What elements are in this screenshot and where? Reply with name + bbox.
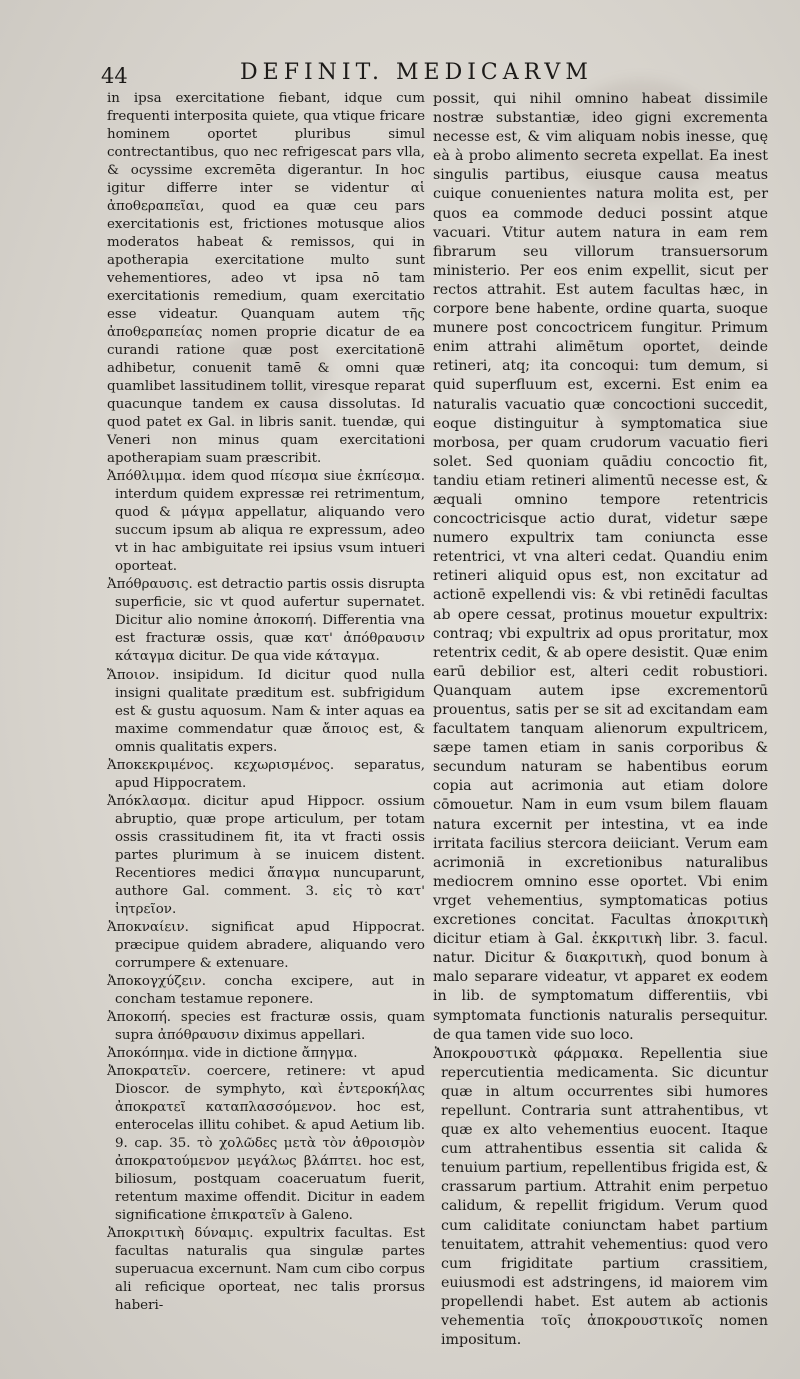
running-title: DEFINIT. MEDICARVM (240, 60, 593, 85)
dictionary-entry: Ἀποκόπημα. vide in dictione ἄπηγμα. (107, 1045, 358, 1061)
paragraph: in ipsa exercitatione fiebant, idque cum frequenti interposita quiete, qua vtique fricare hominem oportet pluribus simul contrectantibus, quo nec refrigescat pars vlla, & ocyssime excremēta digerantur. In hoc igitur differre inter se videntur αἱ ἀποθεραπεῖαι, quod ea quæ ceu pars exercitationis est, frictiones motusque alios moderatos habeat & remissos, qui in apotherapia exercitatione multo sunt vehementiores, adeo vt ipsa nō tam exercitationis remedium, quam exercitatio esse videatur. Quanquam autem τῆς ἀποθεραπείας nomen proprie dicatur de ea curandi ratione quæ post exercitationē adhibetur, conuenit tamē & omni quæ quamlibet lassitudinem tollit, viresque reparat quacunque tandem ex causa dissolutas. Id quod patet ex Gal. in libris sanit. tuendæ, qui Veneri non minus quam exercitationi apotherapiam suam præscribit. (107, 91, 425, 467)
dictionary-entry: Ἀποκρουστικὰ φάρμακα. Repellentia siue repercutientia medicamenta. Sic dicuntur quæ in altum occurrentes sibi humores repellunt. Contraria sunt attrahentibus, vt quæ ex alto vehementius euocent. Itaque cum attrahentibus essentia sit calida & tenuium partium, repellentibus frigida est, & crassarum partium. Attrahit enim perpetuo calidum, & repellit frigidum. Verum quod cum caliditate coniunctam habet partium tenuitatem, attrahit vehementius: quod vero cum frigiditate partium crassitiem, euiusmodi est adstringens, id maiorem vim propellendi habet. Est autem ab actionis vehementia τοῖς ἀποκρουστικοῖς nomen impositum. (433, 1045, 768, 1349)
page-number: 44 (101, 64, 128, 88)
right-column (433, 90, 768, 1350)
paragraph: possit, qui nihil omnino habeat dissimile nostræ substantiæ, ideo gigni excrementa necesse est, & vim aliquam nobis inesse, quę eà à probo alimento secreta expellat. Ea inest singulis partibus, eiusque causa meatus cuique conuenientes natura molita est, per quos ea commode deduci possint atque vacuari. Vtitur autem natura in eam rem fibrarum seu villorum transuersorum ministerio. Per eos enim expellit, sicut per rectos attrahit. Est autem facultas hæc, in corpore bene habente, ordine quarta, suoque munere post concoctricem fungitur. Primum enim attrahi alimētum oportet, deinde retineri, atq; ita concoqui: tum demum, si quid superfluum est, excerni. Est enim ea naturalis vacuatio quæ concoctioni succedit, eoque distinguitur à symptomatica siue morbosa, per quam crudorum vacuatio fieri solet. Sed quoniam quādiu concoctio fit, tandiu etiam retineri alimentū necesse est, & æquali omnino tempore retentricis concoctricisque actio durat, videtur sæpe numero expultrix tam coniuncta esse retentrici, vt vna alteri cedat. Quandiu enim retineri aliquid opus est, non excitatur ad actionē expellendi vis: & vbi retinēdi facultas ab opere cessat, protinus mouetur expultrix: contraq; vbi expultrix ad opus proritatur, mox retentrix cedit, & ab opere desistit. Quæ enim earū debilior est, alteri cedit robustiori. Quanquam autem ipse excrementorū prouentus, satis per se sit ad excitandam eam facultatem tanquam alienorum expultricem, sæpe tamen etiam in sanis corporibus & secundum naturam se habentibus eorum copia aut acrimonia aut etiam dolore cōmouetur. Nam in eum vsum bilem flauam natura excernit per intestina, vt ea inde irritata facilius stercora deiiciant. Verum eam acrimoniā in excretionibus naturalibus mediocrem omnino esse oportet. Vbi enim vrget vehementius, symptomaticas potius excretiones concitat. Facultas ἀποκριτικὴ dicitur etiam à Gal. ἐκκριτικὴ libr. 3. facul. natur. Dicitur & διακριτικὴ, quod bonum à malo separare videatur, vt apparet ex eodem in lib. de symptomatum differentiis, vbi symptomata functionis naturalis persequitur. de qua tamen vide suo loco. (433, 91, 768, 1043)
dictionary-entry: Ἀπόθραυσις. est detractio partis ossis disrupta superficie, sic vt quod aufertur supernatet. Dicitur alio nomine ἀποκοπή. Differentia vna est fracturæ ossis, quæ κατ' ἀπόθραυσιν κάταγμα dicitur. De qua vide κάταγμα. (107, 577, 425, 665)
dictionary-entry: Ἀποκναίειν. significat apud Hippocrat. præcipue quidem abradere, aliquando vero corrumpere & extenuare. (107, 919, 425, 971)
dictionary-entry: Ἀποκογχύζειν. concha excipere, aut in concham testamue reponere. (107, 973, 425, 1007)
dictionary-entry: Ἀποκεκριμένος. κεχωρισμένος. separatus, apud Hippocratem. (107, 757, 425, 791)
dictionary-entry: Ἀπόθλιμμα. idem quod πίεσμα siue ἐκπίεσμα. interdum quidem expressæ rei retrimentum, quod & μάγμα appellatur, aliquando vero succum ipsum ab aliqua re expressum, adeo vt in hac ambiguitate rei ipsius vsum intueri oporteat. (107, 469, 425, 575)
dictionary-entry: Ἄποιον. insipidum. Id dicitur quod nulla insigni qualitate præditum est. subfrigidum est & gustu aquosum. Nam & inter aquas ea maxime commendatur quæ ἄποιος est, & omnis qualitatis expers. (107, 667, 425, 755)
left-column (107, 90, 425, 1315)
dictionary-entry: Ἀποκοπή. species est fracturæ ossis, quam supra ἀπόθραυσιν diximus appellari. (107, 1009, 425, 1043)
dictionary-entry: Ἀποκρατεῖν. coercere, retinere: vt apud Dioscor. de symphyto, καὶ ἐντεροκήλας ἀποκρατεῖ καταπλασσόμενον. hoc est, enterocelas illitu cohibet. & apud Aetium lib. 9. cap. 35. τὸ χολῶδες μετὰ τὸν ἀθροισμὸν ἀποκρατούμενον μεγάλως βλάπτει. hoc est, biliosum, postquam coaceruatum fuerit, retentum maxime offendit. Dicitur in eadem significatione ἐπικρατεῖν à Galeno. (107, 1063, 425, 1223)
page-header (0, 60, 800, 90)
dictionary-entry: Ἀποκριτικὴ δύναμις. expultrix facultas. Est facultas naturalis qua singulæ partes superuacua excernunt. Nam cum cibo corpus ali reficique oporteat, nec talis prorsus haberi- (107, 1225, 425, 1314)
dictionary-entry: Ἀπόκλασμα. dicitur apud Hippocr. ossium abruptio, quæ prope articulum, per totam ossis crassitudinem fit, ita vt fracti ossis partes plurimum à se inuicem distent. Recentiores medici ἄπαγμα nuncuparunt, authore Gal. comment. 3. εἰς τὸ κατ' ἰητρεῖον. (107, 793, 425, 917)
